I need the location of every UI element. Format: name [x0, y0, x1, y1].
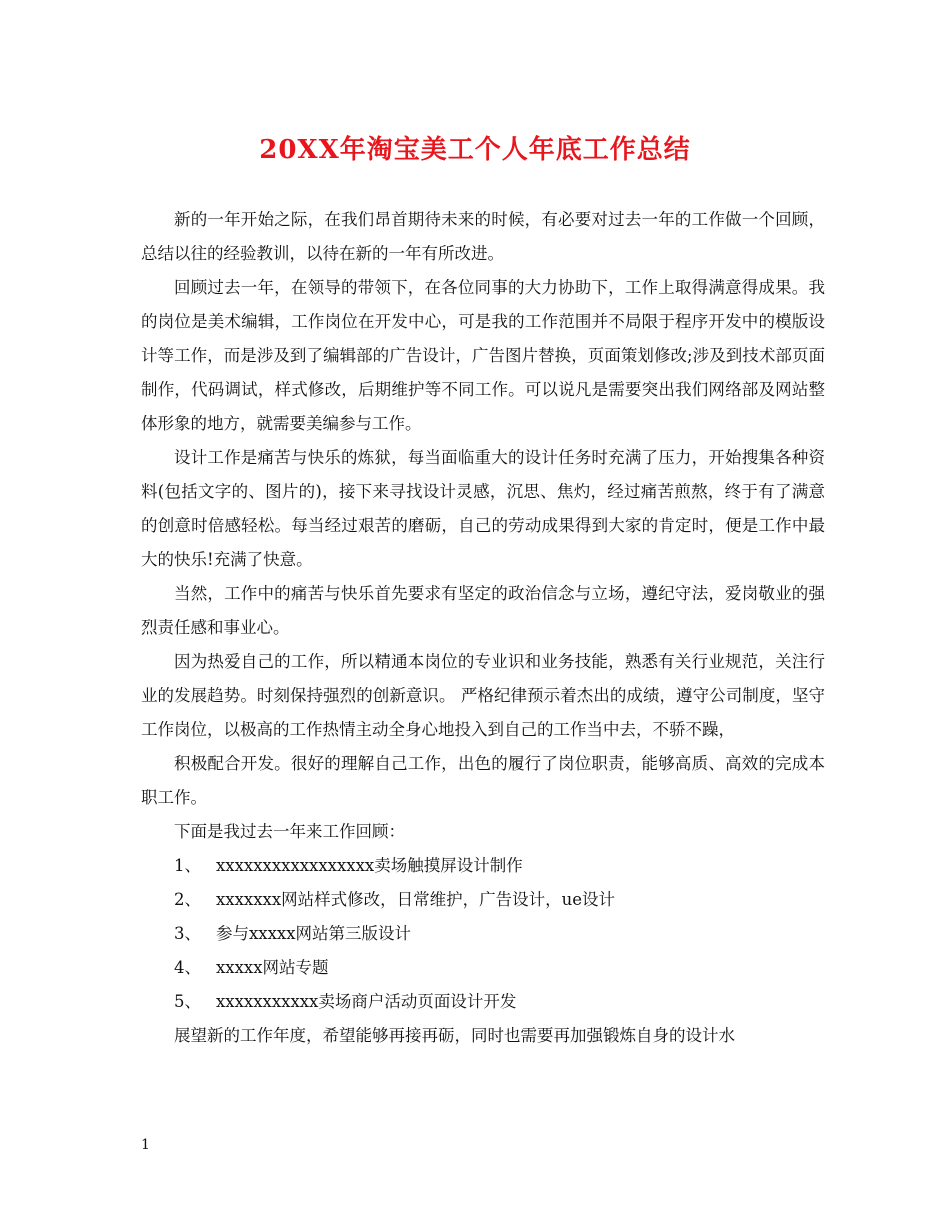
list-item — [141, 883, 825, 917]
list-item-text: 参与xxxxx网站第三版设计 — [216, 924, 412, 943]
paragraph: 下面是我过去一年来工作回顾： — [174, 822, 405, 841]
list-item-number: 3、 — [174, 924, 201, 943]
paragraph: 积极配合开发。很好的理解自己工作，出色的履行了岗位职责，能够高质、高效的完成本职工作。 — [141, 754, 825, 807]
list-item-number: 5、 — [174, 992, 201, 1011]
list-item-number: 2、 — [174, 890, 201, 909]
list-item — [141, 985, 825, 1019]
list-item — [141, 849, 825, 883]
list-item-text: xxxxx网站专题 — [216, 958, 329, 977]
paragraph: 因为热爱自己的工作，所以精通本岗位的专业识和业务技能，熟悉有关行业规范，关注行业的发展趋势。时刻保持强烈的创新意识。 严格纪律预示着杰出的成绩，遵守公司制度，坚守工作岗位，以极高的工作热情主动全身心地投入到自己的工作当中去，不骄不躁， — [141, 652, 825, 739]
paragraph: 当然，工作中的痛苦与快乐首先要求有坚定的政治信念与立场，遵纪守法，爱岗敬业的强烈责任感和事业心。 — [141, 584, 825, 637]
document-title: 20XX年淘宝美工个人年底工作总结 — [259, 135, 691, 165]
list-item-text: xxxxxxx网站样式修改，日常维护，广告设计，ue设计 — [216, 890, 616, 909]
page-number: 1 — [141, 1137, 150, 1153]
list-item-text: xxxxxxxxxxxxxxxxx卖场触摸屏设计制作 — [216, 856, 523, 875]
paragraph: 回顾过去一年，在领导的带领下，在各位同事的大力协助下，工作上取得满意得成果。我的岗位是美术编辑，工作岗位在开发中心，可是我的工作范围并不局限于程序开发中的模版设计等工作，而是涉及到了编辑部的广告设计，广告图片替换，页面策划修改;涉及到技术部页面制作，代码调试，样式修改，后期维护等不同工作。可以说凡是需要突出我们网络部及网站整体形象的地方，就需要美编参与工作。 — [141, 278, 825, 433]
list-item — [141, 917, 825, 951]
list-item — [141, 951, 825, 985]
list-item-text: xxxxxxxxxxx卖场商户活动页面设计开发 — [216, 992, 517, 1011]
work-review-list — [141, 849, 825, 1019]
paragraph: 新的一年开始之际，在我们昂首期待未来的时候，有必要对过去一年的工作做一个回顾，总结以往的经验教训，以待在新的一年有所改进。 — [141, 210, 825, 263]
paragraph: 展望新的工作年度，希望能够再接再砺，同时也需要再加强锻炼自身的设计水 — [174, 1026, 735, 1045]
list-item-number: 1、 — [174, 856, 201, 875]
paragraph: 设计工作是痛苦与快乐的炼狱，每当面临重大的设计任务时充满了压力，开始搜集各种资料(包括文字的、图片的)，接下来寻找设计灵感，沉思、焦灼，经过痛苦煎熬，终于有了满意的创意时倍感轻松。每当经过艰苦的磨砺，自己的劳动成果得到大家的肯定时，便是工作中最大的快乐!充满了快意。 — [141, 448, 825, 569]
list-item-number: 4、 — [174, 958, 201, 977]
document-body — [141, 203, 825, 1053]
